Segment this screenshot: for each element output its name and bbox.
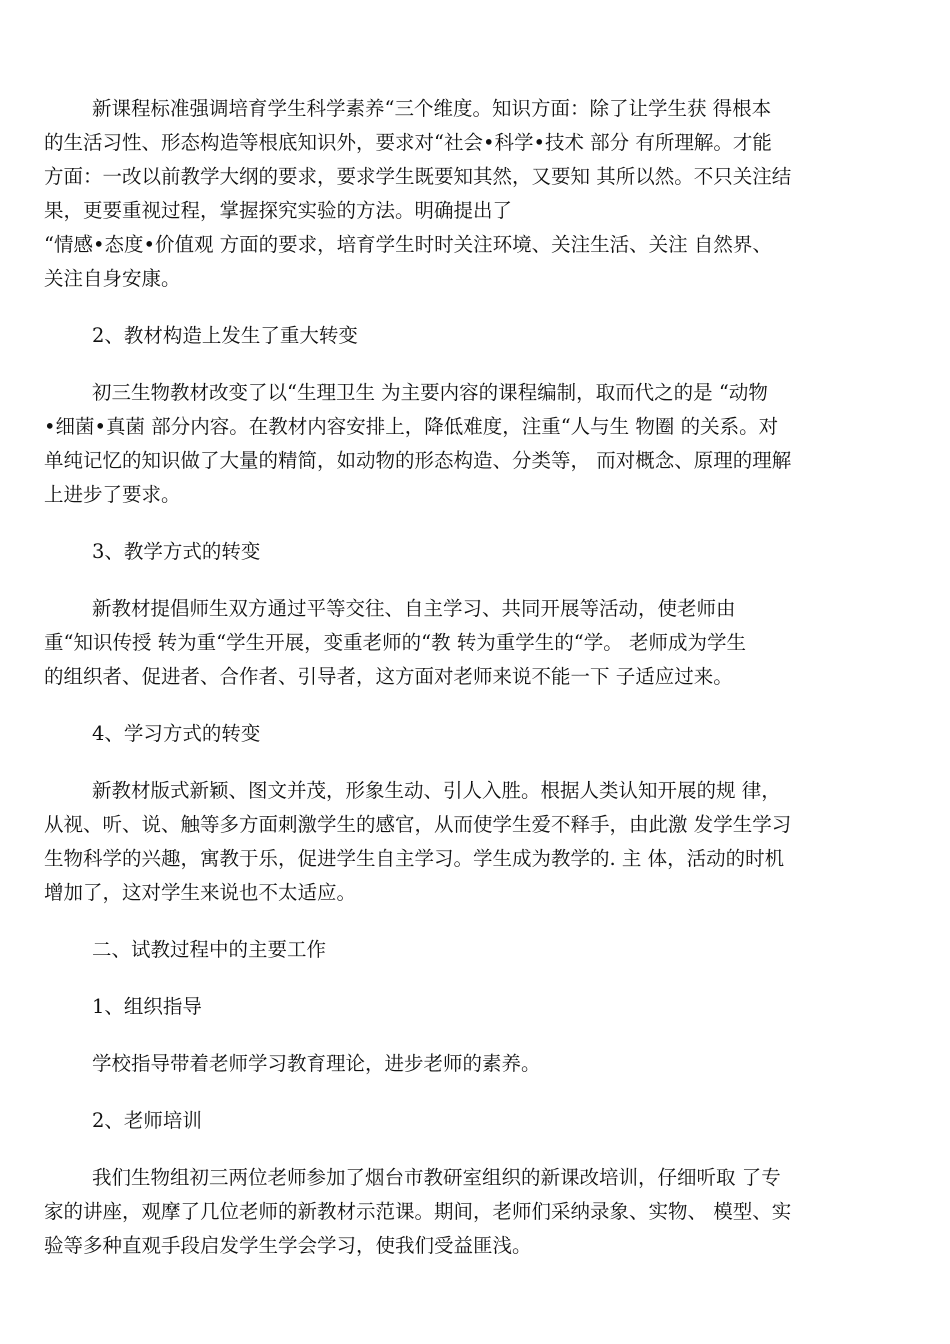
paragraph-teacher-training	[44, 1161, 912, 1263]
text-line: 的组织者、促进者、合作者、引导者，这方面对老师来说不能一下 子适应过来。	[44, 665, 733, 688]
text-line: “情感•态度•价值观 方面的要求，培育学生时时关注环境、关注生活、关注 自然界、	[44, 233, 772, 256]
text-line: 重“知识传授 转为重“学生开展，变重老师的“教 转为重学生的“学。 老师成为学生	[44, 631, 746, 654]
paragraph-teaching-method	[44, 592, 912, 694]
paragraph-learning-method	[44, 774, 912, 910]
text-line: 我们生物组初三两位老师参加了烟台市教研室组织的新课改培训，仔细听取 了专	[92, 1166, 781, 1189]
text-line: 上进步了要求。	[44, 483, 181, 506]
text-line: 增加了，这对学生来说也不太适应。	[44, 881, 357, 904]
text-line: 从视、听、说、触等多方面刺激学生的感官，从而使学生爱不释手，由此激 发学生学习	[44, 813, 792, 836]
text-line: 新教材版式新颖、图文并茂，形象生动、引人入胜。根据人类认知开展的规 律，	[92, 779, 781, 802]
section-heading-teaching-method: 3、教学方式的转变	[92, 540, 261, 563]
text-line: 家的讲座，观摩了几位老师的新教材示范课。期间，老师们采纳录象、实物、 模型、实	[44, 1200, 792, 1223]
section-heading-main-work: 二、试教过程中的主要工作	[92, 938, 327, 961]
text-line: •细菌•真菌 部分内容。在教材内容安排上，降低难度，注重“人与生 物圈 的关系。对	[44, 415, 779, 438]
text-line: 关注自身安康。	[44, 267, 181, 290]
document-page	[44, 92, 912, 1286]
text-line: 生物科学的兴趣，寓教于乐，促进学生自主学习。学生成为教学的. 主 体，活动的时机	[44, 847, 785, 870]
text-line: 初三生物教材改变了以“生理卫生 为主要内容的课程编制，取而代之的是 “动物	[92, 381, 768, 404]
section-heading-organization: 1、组织指导	[92, 995, 202, 1018]
text-line: 的生活习性、形态构造等根底知识外，要求对“社会•科学•技术 部分 有所理解。才能	[44, 131, 772, 154]
text-line: 验等多种直观手段启发学生学会学习，使我们受益匪浅。	[44, 1234, 532, 1257]
section-heading-textbook-structure: 2、教材构造上发生了重大转变	[92, 324, 358, 347]
section-heading-learning-method: 4、学习方式的转变	[92, 722, 261, 745]
paragraph-three-dimensions	[44, 92, 912, 296]
text-line: 新课程标准强调培育学生科学素养“三个维度。知识方面：除了让学生获 得根本	[92, 97, 772, 120]
paragraph-textbook-change	[44, 376, 912, 512]
text-line: 单纯记忆的知识做了大量的精简，如动物的形态构造、分类等， 而对概念、原理的理解	[44, 449, 792, 472]
text-line: 果，更要重视过程，掌握探究实验的方法。明确提出了	[44, 199, 513, 222]
paragraph-organization: 学校指导带着老师学习教育理论，进步老师的素养。	[92, 1052, 541, 1075]
section-heading-teacher-training: 2、老师培训	[92, 1109, 202, 1132]
text-line: 方面：一改以前教学大纲的要求，要求学生既要知其然，又要知 其所以然。不只关注结	[44, 165, 792, 188]
text-line: 新教材提倡师生双方通过平等交往、自主学习、共同开展等活动，使老师由	[92, 597, 736, 620]
